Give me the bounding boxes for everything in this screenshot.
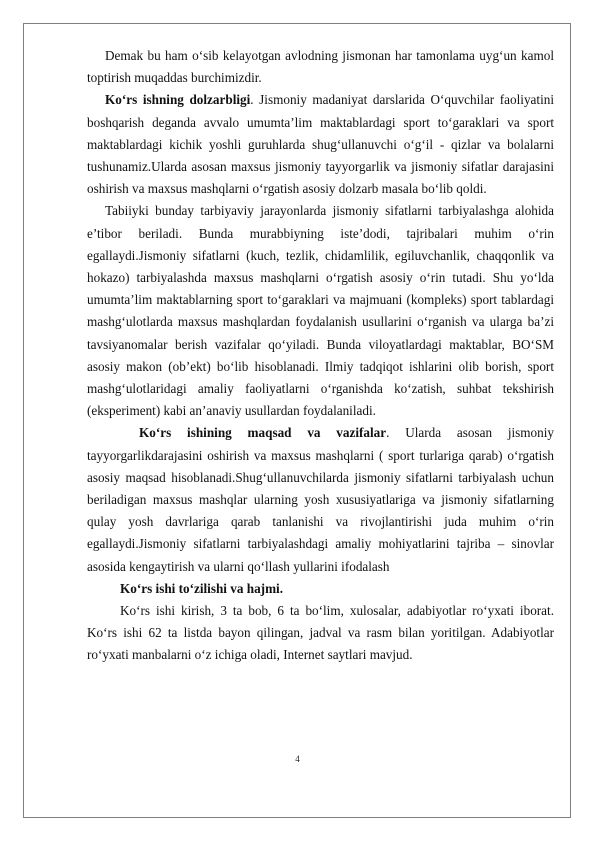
page-number: 4 [295,754,300,764]
heading-goals: Ko‘rs ishining maqsad va vazifalar [139,425,387,441]
paragraph-training: Tabiiyki bunday tarbiyaviy jarayonlarda jismoniy sifatlarni tarbiyalashga alohida e’tibor beriladi. Bunda murabbiyning iste’dodi, tajribalari muhim o‘rin egallaydi.Jismoniy sifatlarni (kuch, tezlik, chidamlilik, egiluvchanlik, chaqqonlik va hokazo) tarbiyalashda maxsus mashqlarni o‘rgatish asosiy o‘rin tutadi. Shu yo‘lda umumta’lim maktablarning sport to‘garaklari va majmuani (kompleks) sport tablardagi mashg‘ulotlarda maxsus mashqlardan foydalanish usullarini o‘rganish va ularga ba’zi tavsiyanomalar berish vazifalar qo‘yiladi. Bunda viloyatlardagi maktablar, BO‘SM asosiy makon (ob’ekt) bo‘lib hisoblanadi. Ilmiy tadqiqot ishlarini olib borish, sport mashg‘ulotlaridagi amaliy faoliyatlarni o‘rganishda ko‘zatish, suhbat tekshirish (eksperiment) kabi an’anaviy usullardan foydalaniladi. [87,203,554,419]
paragraph-structure-heading [87,578,554,600]
goals-text: . Ularda asosan jismoniy tayyorgarlikdarajasini oshirish va maxsus mashqlarni ( sport turlariga qarab) o‘rgatish asosiy maqsad hisoblanadi.Shug‘ullanuvchilarda jismoniy sifatlarni tarbiyalash uchun beriladigan maxsus mashqlar ularning yosh xususiyatlariga va jismoniy sifatlarning qulay yosh davrlariga qarab tanlanishi va rivojlantirishi juda muhim o‘rin egallaydi.Jismoniy sifatlarni tarbiyalashdagi amaliy mohiyatlarini tajriba – sinovlar asosida kengaytirish va ularni qo‘llash yullarini ifodalash [87,425,554,574]
paragraph-relevance [87,89,554,200]
relevance-text: . Jismoniy madaniyat darslarida O‘quvchilar faoliyatini boshqarish deganda avvalo umumta’lim maktablardagi sport to‘garaklari va sport maktablardagi kichik yoshli guruhlarda shug‘ullanuvchi o‘g‘il - qizlar va bolalarni tushunamiz.Ularda asosan maxsus jismoniy tayyorgarlik va jismoniy sifatlar darajasini oshirish va maxsus mashqlarni o‘rgatish asosiy dolzarb masala bo‘lib qoldi. [87,92,554,197]
heading-relevance: Ko‘rs ishning dolzarbligi [105,92,251,108]
paragraph-goals [87,422,554,577]
document-body [87,45,554,667]
paragraph-conclusion: Demak bu ham o‘sib kelayotgan avlodning jismonan har tamonlama uyg‘un kamol toptirish muqaddas burchimizdir. [87,48,554,86]
heading-structure: Ko‘rs ishi to‘zilishi va hajmi. [120,580,284,596]
paragraph-structure: Ko‘rs ishi kirish, 3 ta bob, 6 ta bo‘lim, xulosalar, adabiyotlar ro‘yxati iborat. Ko‘rs ishi 62 ta listda bayon qilingan, jadval va rasm bilan yoritilgan. Adabiyotlar ro‘yxati manbalarni o‘z ichiga oladi, Internet saytlari mavjud. [87,603,554,663]
